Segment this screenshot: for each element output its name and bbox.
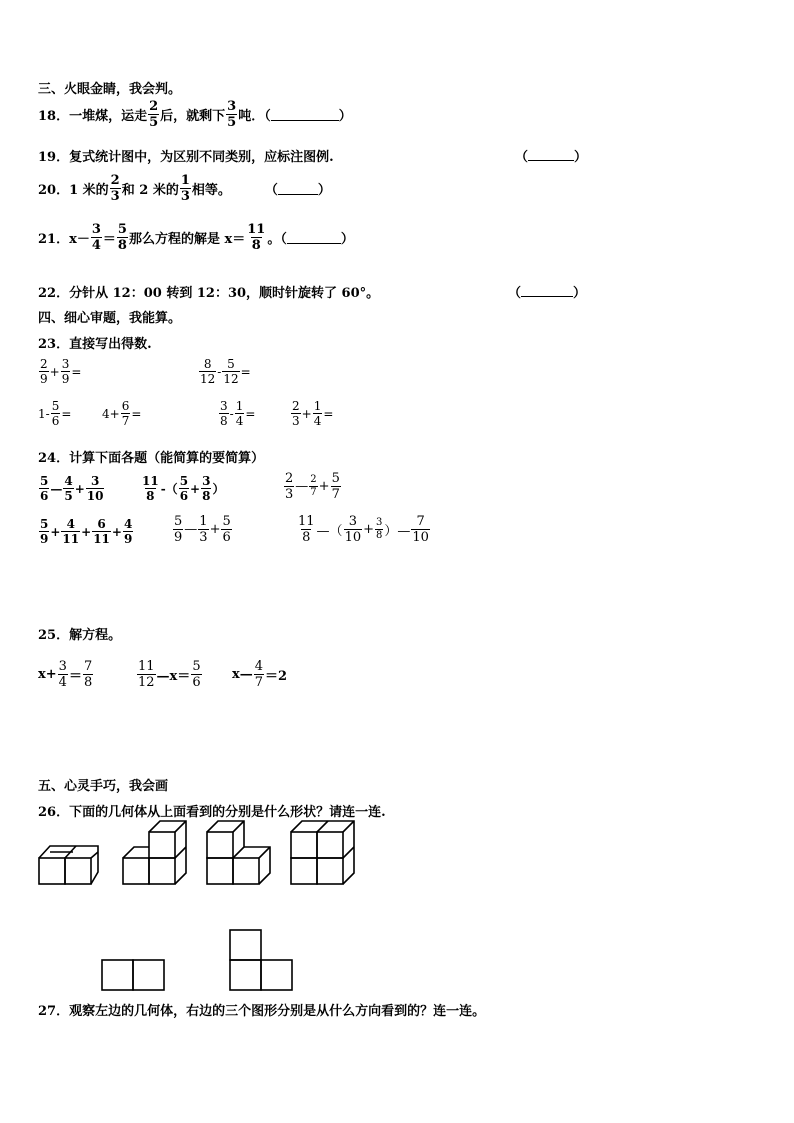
q21-fraction-1: $\frac{3}{4}$ <box>91 222 101 253</box>
q18-fraction-2: $\frac{3}{5}$ <box>227 99 237 130</box>
question-20: 20． 1 米的 $\frac{2}{3}$ 和 2 米的 $\frac{1}{3}$ 相等。 （ ） <box>38 173 331 204</box>
solid-2-icon <box>123 821 186 884</box>
q23-expr-4: 4+ $\frac{6}{7}$ = <box>102 399 142 428</box>
section-5-title: 五、心灵手巧，我会画 <box>38 779 169 794</box>
q27-title: 27．观察左边的几何体，右边的三个图形分别是从什么方向看到的？连一连。 <box>38 1004 486 1019</box>
q20-fraction-2: $\frac{1}{3}$ <box>180 173 190 204</box>
q23-expr-3: 1- $\frac{5}{6}$ = <box>38 399 72 428</box>
q21-fraction-2: $\frac{5}{8}$ <box>117 222 127 253</box>
q25-equation-c: x— $\frac{4}{7}$ ＝2 <box>232 659 288 690</box>
q21-text-4: 。（ <box>267 232 287 247</box>
q21-text-2: ＝ <box>102 232 116 247</box>
q20-text-2: 和 2 米的 <box>121 183 179 198</box>
q19-text: 复式统计图中，为区别不同类别，应标注图例. <box>69 150 334 165</box>
q21-text-1: x－ <box>69 232 90 247</box>
q24-expr-f: $\frac{11}{8}$ —（ $\frac{3}{10}$ + $\frac{3}{8}$ ）— $\frac{7}{10}$ <box>298 514 429 545</box>
section-4-title: 四、细心审题，我能算。 <box>38 311 182 326</box>
q18-fraction-1: $\frac{2}{5}$ <box>149 99 159 130</box>
q21-text-3: 那么方程的解是 x＝ <box>128 232 246 247</box>
q24-expr-c: $\frac{2}{3}$ — $\frac{2}{7}$ + $\frac{5}{7}$ <box>285 471 340 502</box>
q24-expr-d: $\frac{5}{9}$ + $\frac{4}{11}$ + $\frac{6}{11}$ + $\frac{4}{9}$ <box>40 517 133 546</box>
q24-expr-b: $\frac{11}{8}$ -（ $\frac{5}{6}$ + $\frac{3}{8}$ ） <box>142 474 225 503</box>
q24-expr-a: $\frac{5}{6}$ — $\frac{4}{5}$ + $\frac{3}{10}$ <box>40 474 104 503</box>
q20-number: 20． <box>38 183 70 198</box>
q26-title: 26．下面的几何体从上面看到的分别是什么形状？请连一连. <box>38 805 386 820</box>
q21-fraction-3: $\frac{11}{8}$ <box>247 222 266 253</box>
q24-title: 24．计算下面各题（能简算的要简算） <box>38 451 265 466</box>
q25-equation-b: $\frac{11}{12}$ —x＝ $\frac{5}{6}$ <box>138 659 201 690</box>
q21-text-5: ） <box>340 232 354 247</box>
top-view-l-shape-icon <box>230 930 292 990</box>
q18-text-2: 后，就剩下 <box>160 109 226 124</box>
q23-expr-6: $\frac{2}{3}$ + $\frac{1}{4}$ = <box>292 399 334 428</box>
q22-number: 22． <box>38 286 70 301</box>
q22-answer: （ ） <box>508 286 587 301</box>
section-3-title: 三、火眼金睛，我会判。 <box>38 82 182 97</box>
q25-title: 25．解方程。 <box>38 628 122 643</box>
solid-3-icon <box>207 821 270 884</box>
q18-text-3: 吨．（ <box>238 109 271 124</box>
q18-text-1: 一堆煤，运走 <box>69 109 148 124</box>
q23-expr-2: $\frac{8}{12}$ - $\frac{5}{12}$ = <box>200 357 251 386</box>
q22-text: 分针从 12：00 转到 12：30，顺时针旋转了 60°。 <box>69 286 380 301</box>
q20-fraction-1: $\frac{2}{3}$ <box>110 173 120 204</box>
q18-text-4: ） <box>338 109 352 124</box>
q20-text-1: 1 米的 <box>69 183 109 198</box>
solid-4-icon <box>291 821 354 884</box>
q23-expr-1: $\frac{2}{9}$ + $\frac{3}{9}$ = <box>40 357 82 386</box>
q25-equation-a: x+ $\frac{3}{4}$ ＝ $\frac{7}{8}$ <box>38 659 93 690</box>
q23-expr-5: $\frac{3}{8}$ - $\frac{1}{4}$ = <box>220 399 256 428</box>
solid-1-icon <box>39 846 98 884</box>
q18-number: 18． <box>38 109 70 124</box>
q20-text-3: 相等。 <box>191 183 231 198</box>
q23-title: 23．直接写出得数. <box>38 337 152 352</box>
q19-answer: （ ） <box>515 150 588 165</box>
q19-number: 19． <box>38 150 70 165</box>
q21-number: 21． <box>38 232 70 247</box>
q24-expr-e: $\frac{5}{9}$ — $\frac{1}{3}$ + $\frac{5}{6}$ <box>174 514 231 545</box>
top-view-two-squares-icon <box>102 960 164 990</box>
